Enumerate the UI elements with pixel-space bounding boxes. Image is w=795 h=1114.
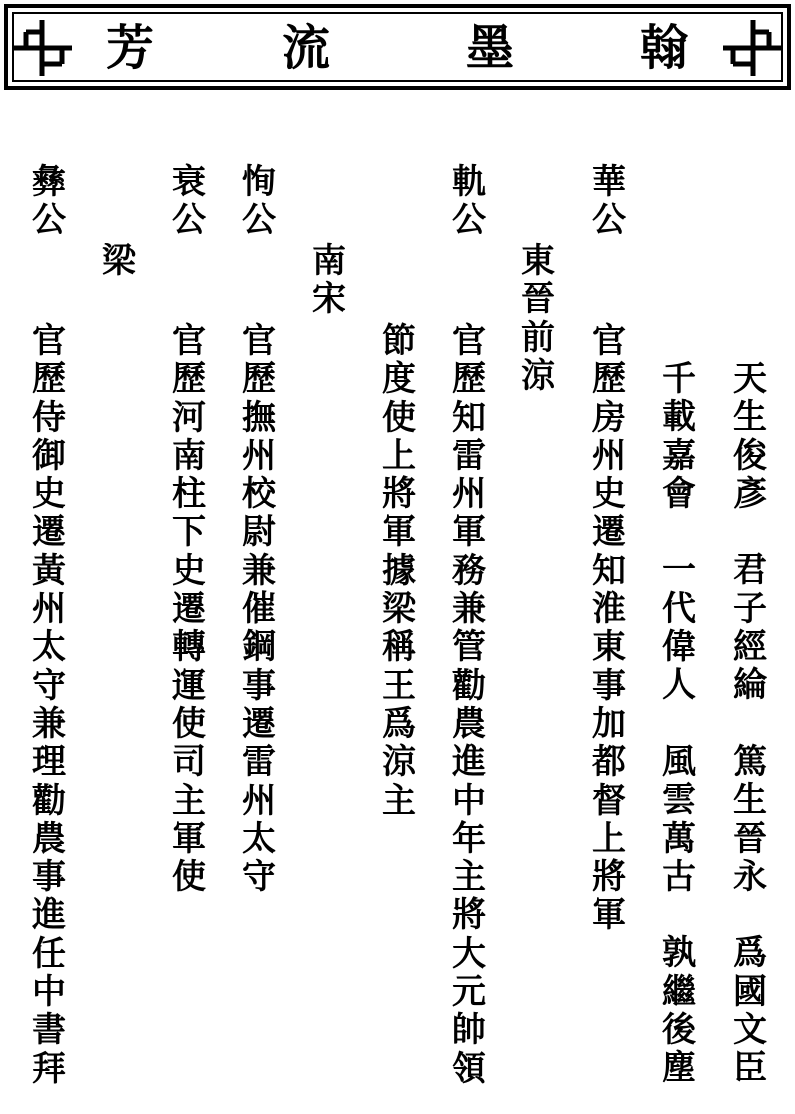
title-char-4: 翰	[639, 20, 688, 76]
title-char-1: 芳	[105, 20, 154, 76]
text-column-office-ai: 官 歷 河 南 柱 下 史 遷 轉 運 使 司 主 軍 使	[172, 321, 206, 898]
text-column-dynasty-dongjin: 東 晉 前 涼	[521, 241, 555, 396]
text-column-office-hua: 官 歷 房 州 史 遷 知 淮 東 事 加 都 督 上 將 軍	[592, 321, 626, 936]
text-column-office-yi: 官 歷 侍 御 史 遷 黃 州 太 守 兼 理 勸 農 事 進 任 中 書 拜	[32, 321, 66, 1089]
text-column-name-gui: 軌 公	[452, 162, 486, 241]
text-column-office-gui: 官 歷 知 雷 州 軍 務 兼 管 勸 農 進 中 年 主 將 大 元 帥 領	[452, 321, 486, 1089]
text-column-office-gui-2: 節 度 使 上 將 軍 據 梁 稱 王 爲 涼 主	[382, 321, 416, 821]
text-column-name-xun: 恂 公	[242, 162, 276, 241]
text-column-name-ai: 衰 公	[172, 162, 206, 241]
text-column-couplet-2: 千 載 嘉 會 一 代 偉 人 風 雲 萬 古 孰 繼 後 塵	[662, 359, 696, 1089]
title-char-3: 墨	[465, 20, 514, 76]
fret-ornament-icon	[14, 14, 76, 76]
text-column-dynasty-nansong: 南 宋	[312, 241, 346, 320]
title-frame	[4, 4, 791, 90]
text-column-name-yi: 彝 公	[32, 162, 66, 241]
text-column-dynasty-liang: 梁	[102, 241, 136, 281]
text-column-name-hua: 華 公	[592, 162, 626, 241]
fret-ornament-icon	[719, 14, 781, 76]
title-char-2: 流	[281, 20, 330, 76]
text-column-couplet-1: 天 生 俊 彥 君 子 經 綸 篤 生 晉 永 爲 國 文 臣	[733, 359, 767, 1089]
text-column-office-xun: 官 歷 撫 州 校 尉 兼 催 鋼 事 遷 雷 州 太 守	[242, 321, 276, 898]
